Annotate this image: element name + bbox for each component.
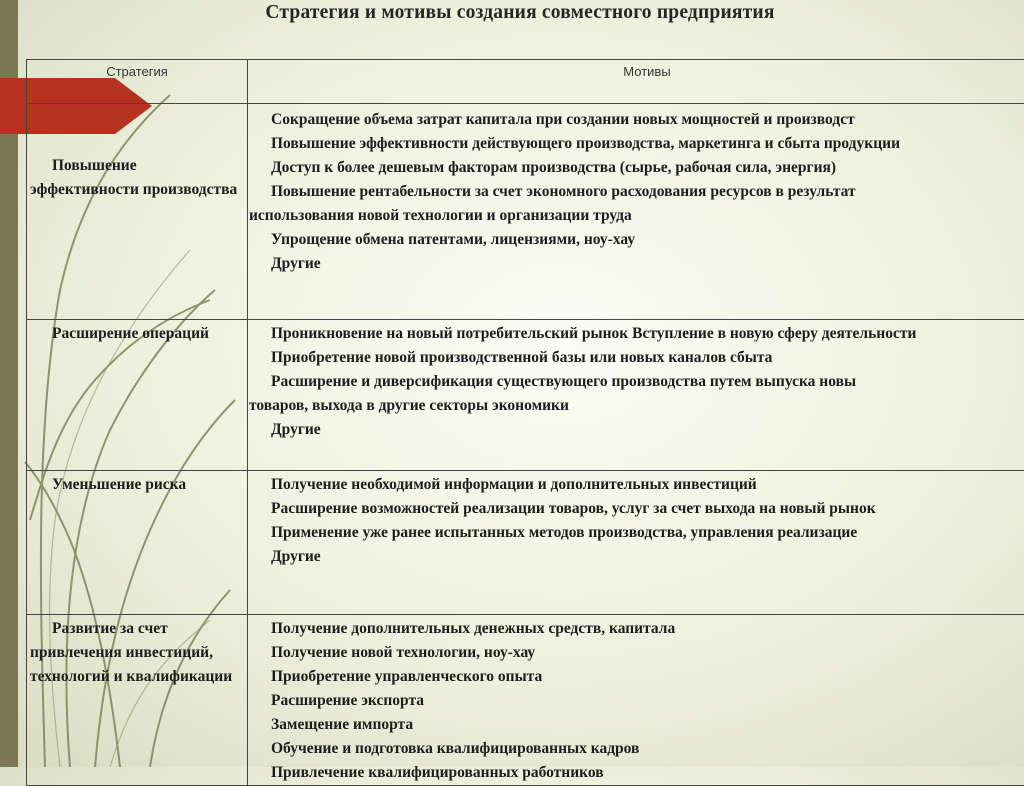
table-row [27, 471, 1024, 615]
motive-item: Получение дополнительных денежных средств, капитала [248, 617, 1024, 641]
motive-item: Сокращение объема затрат капитала при создании новых мощностей и производст [248, 108, 1024, 132]
motive-item: Применение уже ранее испытанных методов производства, управления реализацие [248, 521, 1024, 545]
motive-item: Другие [248, 545, 1024, 569]
motive-item: Расширение экспорта [248, 689, 1024, 713]
table-header-row [27, 60, 1024, 104]
table-row [27, 104, 1024, 320]
motive-item: Получение необходимой информации и дополнительных инвестиций [248, 473, 1024, 497]
strategy-cell [27, 471, 248, 615]
motive-item: Получение новой технологии, ноу-хау [248, 641, 1024, 665]
motive-item: Другие [248, 418, 1024, 442]
motives-cell [248, 320, 1024, 471]
strategy-motives-table [26, 59, 1024, 786]
table-row [27, 320, 1024, 471]
motive-item: Другие [248, 252, 1024, 276]
motive-item: Повышение рентабельности за счет экономного расходования ресурсов в результат [248, 180, 1024, 204]
strategy-label: Расширение операций [27, 320, 247, 346]
motive-item: товаров, выхода в другие секторы экономики [248, 394, 1024, 418]
strategy-label: Развитие за счет привлечения инвестиций, технологий и квалификации [27, 615, 247, 689]
strategy-cell [27, 320, 248, 471]
table-row [27, 615, 1024, 786]
motive-item: Обучение и подготовка квалифицированных кадров [248, 737, 1024, 761]
motives-cell [248, 615, 1024, 786]
strategy-label: Уменьшение риска [27, 471, 247, 497]
motive-item: Замещение импорта [248, 713, 1024, 737]
motive-item: использования новой технологии и организации труда [248, 204, 1024, 228]
strategy-label: Повышение эффективности производства [27, 104, 247, 202]
motive-item: Повышение эффективности действующего производства, маркетинга и сбыта продукции [248, 132, 1024, 156]
slide-title: Стратегия и мотивы создания совместного предприятия [0, 2, 1024, 24]
motives-cell [248, 104, 1024, 320]
header-strategy: Стратегия [27, 60, 248, 104]
header-motives: Мотивы [248, 60, 1024, 104]
motive-item: Упрощение обмена патентами, лицензиями, ноу-хау [248, 228, 1024, 252]
motives-cell [248, 471, 1024, 615]
motive-item: Проникновение на новый потребительский рынок Вступление в новую сферу деятельности [248, 322, 1024, 346]
motive-item: Приобретение управленческого опыта [248, 665, 1024, 689]
motive-item: Расширение и диверсификация существующего производства путем выпуска новы [248, 370, 1024, 394]
motive-item: Доступ к более дешевым факторам производства (сырье, рабочая сила, энергия) [248, 156, 1024, 180]
strategy-cell [27, 104, 248, 320]
strategy-cell [27, 615, 248, 786]
motive-item: Привлечение квалифицированных работников [248, 761, 1024, 785]
motive-item: Приобретение новой производственной базы или новых каналов сбыта [248, 346, 1024, 370]
motive-item: Расширение возможностей реализации товаров, услуг за счет выхода на новый рынок [248, 497, 1024, 521]
